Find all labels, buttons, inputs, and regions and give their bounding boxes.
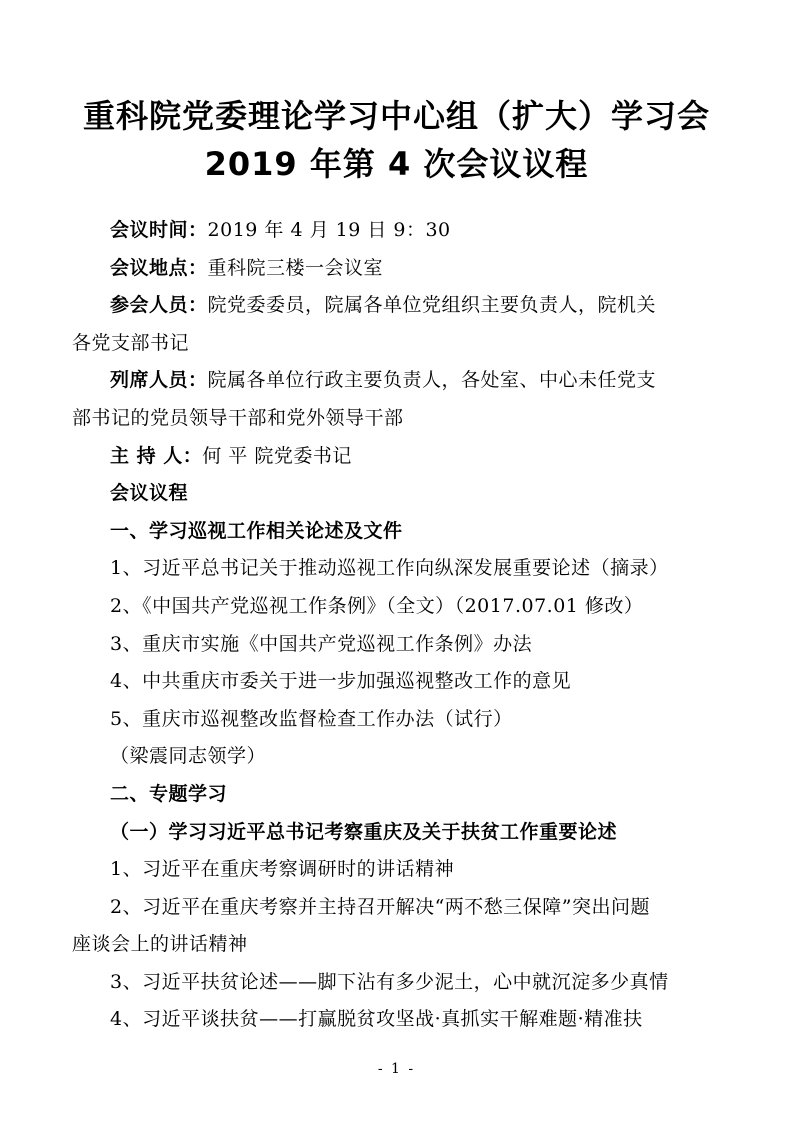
observers-continuation: 部书记的党员领导干部和党外领导干部 xyxy=(72,406,404,429)
document-title-line-1: 重科院党委理论学习中心组（扩大）学习会 xyxy=(82,97,710,135)
section1-title: 一、学习巡视工作相关论述及文件 xyxy=(110,519,403,542)
meeting-location-label: 会议地点： xyxy=(110,256,208,279)
section2-title: 二、专题学习 xyxy=(110,782,228,805)
meeting-location-value: 重科院三楼一会议室 xyxy=(207,256,384,279)
section2-item-2: 2、习近平在重庆考察并主持召开解决“两不愁三保障”突出问题 xyxy=(110,895,651,918)
section1-item-4: 4、中共重庆市委关于进一步加强巡视整改工作的意见 xyxy=(110,670,572,693)
meeting-time-row xyxy=(72,212,721,250)
meeting-time-label: 会议时间： xyxy=(110,219,208,241)
observers-row xyxy=(72,362,721,400)
section1-item-5: 5、重庆市巡视整改监督检查工作办法（试行） xyxy=(110,707,513,730)
meeting-location-row xyxy=(72,250,721,288)
section1-item-2: 2、《中国共产党巡视工作条例》（全文）（2017.07.01 修改） xyxy=(110,594,644,617)
section1-item-3: 3、重庆市实施《中国共产党巡视工作条例》办法 xyxy=(110,632,533,655)
host-value: 何 平 院党委书记 xyxy=(202,444,352,467)
document-title-line-2: 2019 年第 4 次会议议程 xyxy=(204,145,589,183)
attendees-row xyxy=(72,287,721,325)
agenda-heading: 会议议程 xyxy=(110,482,189,505)
document-body xyxy=(72,212,721,1039)
section1-note: （梁震同志领学） xyxy=(110,745,267,768)
attendees-continuation: 各党支部书记 xyxy=(72,331,190,354)
host-row xyxy=(72,438,721,476)
attendees-label: 参会人员： xyxy=(110,294,208,317)
document-title xyxy=(72,92,721,188)
section2-item-2-continuation: 座谈会上的讲话精神 xyxy=(72,933,248,956)
observers-value: 院属各单位行政主要负责人，各处室、中心未任党支 xyxy=(207,369,657,392)
section2-item-1: 1、习近平在重庆考察调研时的讲话精神 xyxy=(110,858,455,881)
host-label: 主 持 人： xyxy=(110,444,203,467)
section2-subtitle: （一）学习习近平总书记考察重庆及关于扶贫工作重要论述 xyxy=(110,820,618,843)
page-number: - 1 - xyxy=(377,1061,416,1077)
section2-item-3: 3、习近平扶贫论述——脚下沾有多少泥土，心中就沉淀多少真情 xyxy=(110,970,669,993)
observers-label: 列席人员： xyxy=(110,369,208,392)
section2-item-4: 4、习近平谈扶贫——打赢脱贫攻坚战·真抓实干解难题·精准扶 xyxy=(110,1008,643,1031)
meeting-time-value: 2019 年 4 月 19 日 9：30 xyxy=(207,219,451,241)
attendees-value: 院党委委员，院属各单位党组织主要负责人，院机关 xyxy=(207,294,657,317)
section1-item-1: 1、习近平总书记关于推动巡视工作向纵深发展重要论述（摘录） xyxy=(110,557,669,580)
